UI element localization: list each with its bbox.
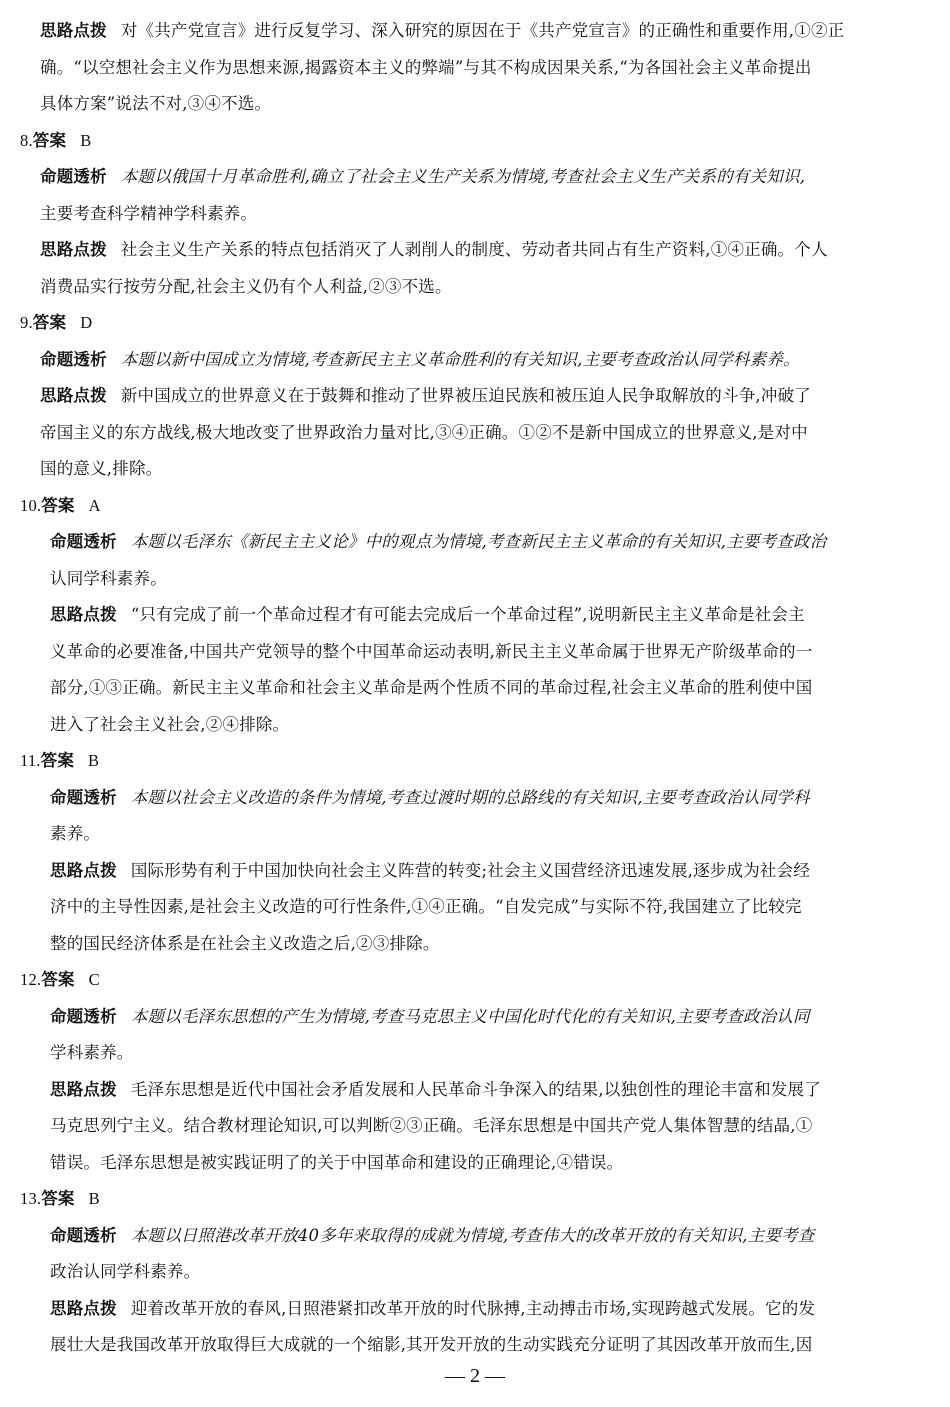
paragraph-line: [50, 1152, 623, 1174]
body-text: 本题以俄国十月革命胜利,确立了社会主义生产关系为情境,考查社会主义生产关系的有关知识,: [120, 167, 806, 186]
body-text: 确。“以空想社会主义作为思想来源,揭露资本主义的弊端”与其不构成因果关系,“为各国社会主义革命提出: [40, 57, 812, 77]
paragraph-start: [40, 239, 828, 261]
answer-heading: [20, 969, 100, 991]
paragraph-line: [40, 422, 808, 444]
body-text: 毛泽东思想是近代中国社会矛盾发展和人民革命斗争深入的结果,以独创性的理论丰富和发展了: [130, 1079, 821, 1099]
section-label: 命题透析: [40, 167, 107, 186]
answer-choice: B: [88, 1189, 100, 1208]
paragraph-start: [40, 385, 811, 407]
paragraph-line: [50, 641, 812, 663]
body-text: 本题以社会主义改造的条件为情境,考查过渡时期的总路线的有关知识,主要考查政治认同学科: [130, 787, 810, 807]
body-text: 政治认同学科素养。: [50, 1262, 201, 1281]
body-text: 消费品实行按劳分配,社会主义仍有个人利益,②③不选。: [40, 276, 452, 296]
paragraph-start: [40, 349, 800, 371]
answer-label: 答案: [32, 313, 67, 332]
paragraph-line: [50, 896, 802, 918]
paragraph-line: [40, 276, 452, 298]
body-text: 具体方案”说法不对,③④不选。: [40, 94, 272, 113]
paragraph-start: [50, 1298, 815, 1320]
paragraph-line: [50, 1042, 134, 1064]
answer-heading: [20, 495, 101, 517]
answer-choice: D: [80, 313, 93, 332]
body-text: 马克思列宁主义。结合教材理论知识,可以判断②③正确。毛泽东思想是中国共产党人集体智慧的结晶,①: [50, 1116, 813, 1135]
paragraph-start: [40, 166, 805, 188]
paragraph-start: [50, 1079, 821, 1101]
section-label: 命题透析: [50, 532, 117, 551]
answer-choice: B: [80, 130, 92, 150]
paragraph-line: [50, 823, 100, 845]
section-label: 思路点拨: [50, 1079, 117, 1099]
paragraph-start: [50, 604, 805, 626]
section-label: 命题透析: [50, 787, 117, 807]
section-label: 命题透析: [40, 349, 107, 369]
body-text: 错误。毛泽东思想是被实践证明了的关于中国革命和建设的正确理论,④错误。: [50, 1152, 624, 1172]
section-label: 思路点拨: [40, 240, 107, 259]
answer-heading: [20, 750, 99, 772]
paragraph-line: [50, 1334, 812, 1356]
body-text: 主要考查科学精神学科素养。: [40, 203, 258, 223]
body-text: 迎着改革开放的春风,日照港紧扣改革开放的时代脉搏,主动搏击市场,实现跨越式发展。它的发: [130, 1298, 816, 1318]
paragraph-start: [50, 531, 826, 553]
question-number: 9.: [20, 313, 33, 332]
paragraph-line: [40, 458, 162, 480]
paragraph-line: [50, 933, 440, 955]
paragraph-line: [50, 568, 167, 590]
body-text: 对《共产党宣言》进行反复学习、深入研究的原因在于《共产党宣言》的正确性和重要作用,①②正: [120, 21, 845, 40]
section-label: 思路点拨: [50, 1298, 117, 1318]
answer-heading: [20, 312, 92, 334]
body-text: 整的国民经济体系是在社会主义改造之后,②③排除。: [50, 933, 440, 953]
body-text: 新中国成立的世界意义在于鼓舞和推动了世界被压迫民族和被压迫人民争取解放的斗争,冲破了: [120, 386, 811, 405]
section-label: 思路点拨: [40, 21, 107, 40]
section-label: 思路点拨: [50, 605, 117, 624]
body-text: “只有完成了前一个革命过程才有可能去完成后一个革命过程”,说明新民主主义革命是社会主: [130, 605, 805, 624]
answer-label: 答案: [41, 495, 75, 515]
body-text: 国的意义,排除。: [40, 459, 163, 478]
question-number: 10.: [20, 495, 42, 515]
body-text: 本题以新中国成立为情境,考查新民主主义革命胜利的有关知识,主要考查政治认同学科素养。: [120, 349, 800, 369]
answer-heading: [20, 130, 91, 152]
paragraph-line: [50, 1115, 812, 1137]
section-label: 命题透析: [50, 1006, 117, 1026]
paragraph-line: [50, 677, 812, 699]
paragraph-start: [50, 787, 810, 809]
body-text: 素养。: [50, 824, 101, 843]
body-text: 社会主义生产关系的特点包括消灭了人剥削人的制度、劳动者共同占有生产资料,①④正确。个人: [120, 240, 828, 259]
paragraph-start: [50, 860, 810, 882]
question-number: 12.: [20, 970, 42, 989]
paragraph-start: [50, 1225, 814, 1247]
answer-label: 答案: [40, 751, 75, 770]
body-text: 义革命的必要准备,中国共产党领导的整个中国革命运动表明,新民主主义革命属于世界无产阶级革命的一: [50, 641, 813, 661]
answer-heading: [20, 1188, 100, 1210]
body-text: 本题以日照港改革开放40多年来取得的成就为情境,考查伟大的改革开放的有关知识,主要考查: [130, 1225, 815, 1245]
body-text: 部分,①③正确。新民主主义革命和社会主义革命是两个性质不同的革命过程,社会主义革命的胜利使中国: [50, 678, 813, 697]
paragraph-line: [40, 203, 257, 225]
paragraph-line: [50, 1261, 200, 1283]
body-text: 本题以毛泽东《新民主主义论》中的观点为情境,考查新民主主义革命的有关知识,主要考查政治: [130, 532, 827, 551]
answer-label: 答案: [41, 970, 75, 989]
answer-choice: C: [88, 970, 100, 989]
answer-label: 答案: [41, 1189, 75, 1208]
body-text: 展壮大是我国改革开放取得巨大成就的一个缩影,其开发开放的生动实践充分证明了其因改革开放而生,因: [50, 1335, 813, 1354]
section-label: 思路点拨: [50, 860, 117, 880]
paragraph-start: [50, 1006, 810, 1028]
question-number: 11.: [20, 751, 41, 770]
paragraph-start: [40, 20, 844, 42]
body-text: 济中的主导性因素,是社会主义改造的可行性条件,①④正确。“自发完成”与实际不符,我国建立了比较完: [50, 897, 802, 916]
paragraph-line: [40, 93, 271, 115]
body-text: 认同学科素养。: [50, 568, 167, 588]
question-number: 13.: [20, 1189, 42, 1208]
body-text: 进入了社会主义社会,②④排除。: [50, 714, 290, 734]
answer-label: 答案: [32, 130, 67, 150]
answer-choice: A: [88, 495, 101, 515]
answer-choice: B: [88, 751, 100, 770]
section-label: 命题透析: [50, 1225, 117, 1245]
question-number: 8.: [20, 130, 33, 150]
body-text: 本题以毛泽东思想的产生为情境,考查马克思主义中国化时代化的有关知识,主要考查政治认同: [130, 1006, 810, 1026]
section-label: 思路点拨: [40, 386, 107, 405]
body-text: 帝国主义的东方战线,极大地改变了世界政治力量对比,③④正确。①②不是新中国成立的世界意义,是对中: [40, 422, 808, 442]
body-text: 国际形势有利于中国加快向社会主义阵营的转变;社会主义国营经济迅速发展,逐步成为社会经: [130, 860, 811, 880]
paragraph-line: [50, 714, 289, 736]
paragraph-line: [40, 57, 812, 79]
body-text: 学科素养。: [50, 1043, 134, 1062]
page-number: — 2 —: [445, 1365, 505, 1387]
